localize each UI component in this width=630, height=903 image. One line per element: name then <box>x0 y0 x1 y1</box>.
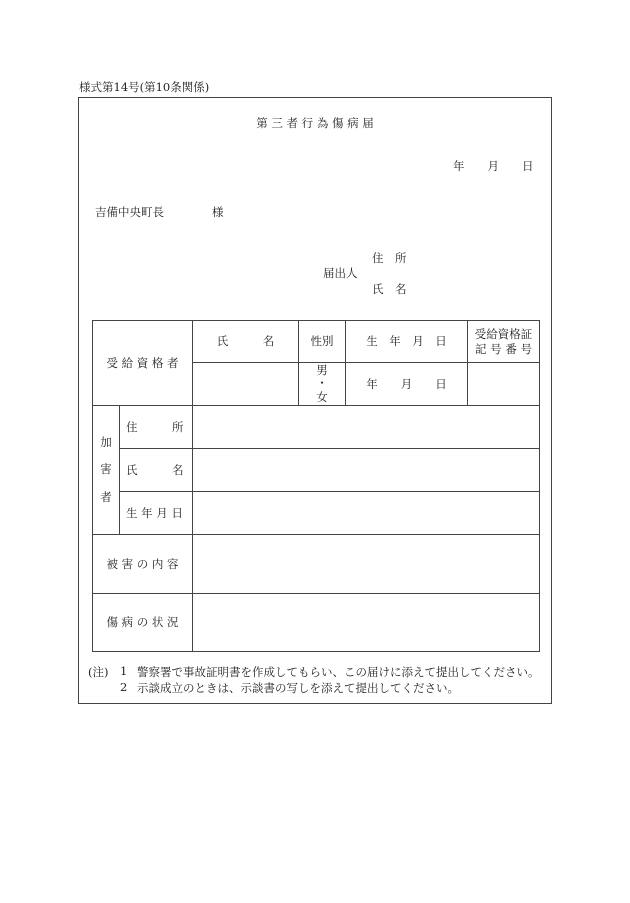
perpetrator-char-3: 者 <box>100 489 112 504</box>
applicant-role-label: 届出人 <box>323 266 358 280</box>
addressee-name: 吉備中央町長 <box>95 205 164 219</box>
recipient-name-field[interactable] <box>193 363 299 406</box>
page-title: 第 三 者 行 為 傷 病 届 <box>256 116 374 130</box>
injury-label: 傷 病 の 状 況 <box>93 594 193 652</box>
note-2-text: 示談成立のときは、示談書の写しを添えて提出してください。 <box>137 681 459 695</box>
damage-label: 被 害 の 内 容 <box>93 535 193 594</box>
perpetrator-label <box>93 406 120 535</box>
perpetrator-name-label: 氏 名 <box>120 449 193 492</box>
addressee-honorific: 様 <box>212 205 224 219</box>
header-name: 氏 名 <box>193 321 299 363</box>
damage-field[interactable] <box>193 535 540 594</box>
sex-option-separator: ・ <box>316 376 328 391</box>
note-2-num: 2 <box>120 680 128 694</box>
header-cert-line2: 記 号 番 号 <box>475 341 532 356</box>
sex-option-male: 男 <box>316 363 328 378</box>
form-table <box>92 320 540 652</box>
recipient-label: 受 給 資 格 者 <box>93 321 193 406</box>
note-1-num: 1 <box>120 664 128 678</box>
header-birth: 生 年 月 日 <box>346 321 468 363</box>
perpetrator-char-1: 加 <box>100 434 112 449</box>
header-sex: 性別 <box>299 321 346 363</box>
notes-prefix: (注) <box>88 665 109 679</box>
recipient-cert-field[interactable] <box>468 363 540 406</box>
perpetrator-birth-label: 生 年 月 日 <box>120 492 193 535</box>
perpetrator-name-field[interactable] <box>193 449 540 492</box>
date-line: 年 月 日 <box>453 159 534 173</box>
applicant-name-label: 氏 名 <box>372 282 407 296</box>
perpetrator-address-label: 住 所 <box>120 406 193 449</box>
recipient-birth-field[interactable]: 年 月 日 <box>346 363 468 406</box>
injury-field[interactable] <box>193 594 540 652</box>
perpetrator-birth-field[interactable] <box>193 492 540 535</box>
note-1-text: 警察署で事故証明書を作成してもらい、この届けに添えて提出してください。 <box>137 665 540 679</box>
perpetrator-char-2: 害 <box>100 462 112 477</box>
recipient-sex-field[interactable] <box>299 363 346 406</box>
applicant-address-label: 住 所 <box>372 251 407 265</box>
sex-option-female: 女 <box>316 389 328 404</box>
perpetrator-address-field[interactable] <box>193 406 540 449</box>
form-number: 様式第14号(第10条関係) <box>79 80 210 94</box>
header-cert-line1: 受給資格証 <box>474 326 533 341</box>
header-cert <box>468 321 540 363</box>
